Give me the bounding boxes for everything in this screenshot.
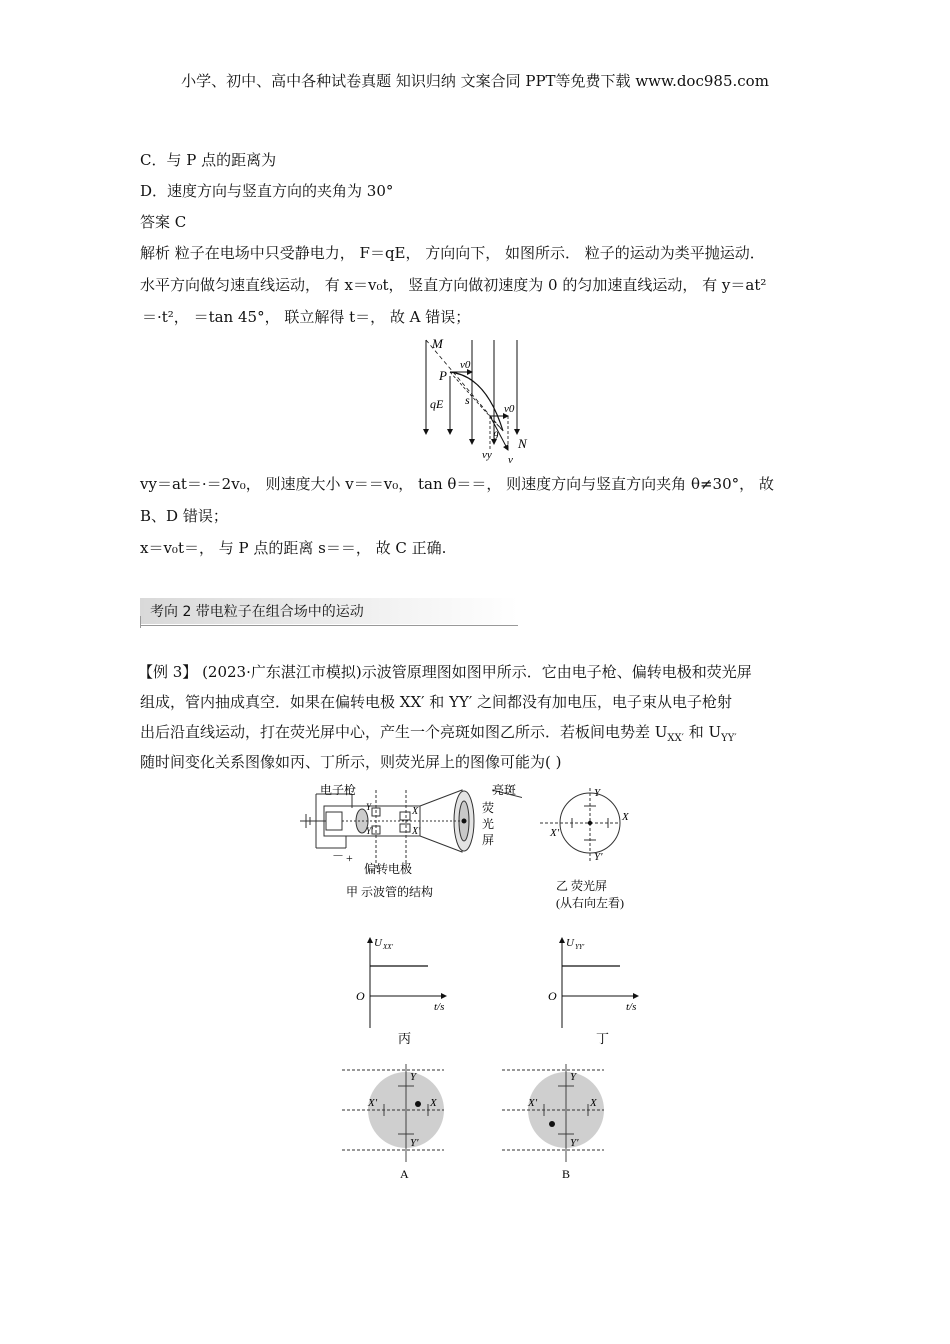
screen-figure: [536, 784, 646, 912]
svg-text:O: O: [548, 989, 557, 1003]
label-vy: vy: [482, 449, 492, 461]
analysis-line-5: B、D 错误；: [140, 507, 228, 525]
svg-text:O: O: [356, 989, 365, 1003]
page-header: 小学、初中、高中各种试卷真题 知识归纳 文案合同 PPT等免费下载 www.doc985.com: [181, 72, 769, 90]
spot-b: [549, 1121, 555, 1127]
projectile-figure: [420, 336, 540, 466]
label-option-b: B: [562, 1167, 571, 1181]
svg-text:X′: X′: [368, 1097, 378, 1109]
svg-text:t/s: t/s: [434, 1001, 445, 1013]
spot-a: [415, 1101, 421, 1107]
label-plates: 偏转电极: [364, 862, 413, 876]
label-option-a: A: [400, 1167, 409, 1181]
example-line-4: 随时间变化关系图像如丙、丁所示，则荧光屏上的图像可能为( ): [140, 753, 562, 771]
svg-text:X: X: [412, 806, 419, 817]
option-b-figure: [500, 1062, 614, 1184]
svg-text:U: U: [566, 937, 574, 949]
label-qE: qE: [430, 397, 444, 411]
label-bright-spot: 亮斑: [492, 784, 517, 797]
option-c: C．与 P 点的距离为: [140, 151, 277, 169]
svg-text:X: X: [590, 1097, 597, 1109]
gun-box: [326, 812, 342, 830]
label-P: P: [439, 368, 447, 383]
caption-yi: 乙 荧光屏: [556, 879, 608, 893]
svg-text:YY′: YY′: [575, 943, 585, 951]
section-title: 考向 2 带电粒子在组合场中的运动: [150, 604, 364, 620]
label-theta: θ: [493, 430, 499, 442]
answer: 答案 C: [140, 213, 187, 231]
svg-text:光: 光: [482, 817, 495, 831]
svg-text:Y′: Y′: [410, 1137, 419, 1149]
svg-text:X′: X′: [550, 827, 560, 839]
svg-text:U: U: [374, 937, 382, 949]
svg-text:X: X: [622, 811, 629, 823]
label-N: N: [518, 436, 527, 451]
option-a-figure: [340, 1062, 454, 1184]
svg-text:XX′: XX′: [383, 943, 394, 951]
graph-bing: [350, 930, 460, 1050]
oscilloscope-structure-figure: [296, 784, 522, 910]
diagonal-dashed: [426, 340, 503, 431]
label-M: M: [432, 336, 443, 351]
label-v0-right: v0: [504, 403, 515, 415]
analysis-line-6: x＝v₀t＝， 与 P 点的距离 s＝＝， 故 C 正确.: [140, 539, 447, 557]
label-s: s: [465, 393, 470, 407]
label-v: v: [508, 454, 513, 466]
label-v0: v0: [460, 359, 471, 371]
section-heading: [140, 598, 518, 628]
svg-text:X′: X′: [528, 1097, 538, 1109]
svg-text:t/s: t/s: [626, 1001, 637, 1013]
caption-yi-2: (从右向左看): [556, 896, 624, 910]
example-line-1: 【例 3】 (2023·广东湛江市模拟)示波管原理图如图甲所示．它由电子枪、偏转电极和荧光屏: [138, 663, 752, 681]
example-line-2: 组成，管内抽成真空．如果在偏转电极 XX′ 和 YY′ 之间都没有加电压，电子束从电子枪射: [140, 693, 733, 711]
analysis-line-3: ＝·t²， ＝tan 45°， 联立解得 t＝， 故 A 错误；: [142, 308, 471, 326]
svg-text:屏: 屏: [482, 833, 495, 847]
caption-bing: 丙: [398, 1031, 412, 1046]
svg-text:荧: 荧: [482, 801, 495, 815]
svg-text:Y: Y: [410, 1071, 417, 1083]
svg-text:Y′: Y′: [570, 1137, 579, 1149]
example-line-3: 出后沿直线运动，打在荧光屏中心，产生一个亮斑如图乙所示．若板间电势差 $U_{XX'}$ 和 $U_{YY'}$: [140, 723, 737, 744]
graph-ding: [542, 930, 652, 1050]
svg-text:Y: Y: [570, 1071, 577, 1083]
svg-text:Y: Y: [594, 787, 601, 799]
analysis-line-1: 解析 粒子在电场中只受静电力， F＝qE， 方向向下， 如图所示． 粒子的运动为类平抛运动．: [140, 244, 765, 262]
analysis-line-4: vy＝at＝·＝2v₀， 则速度大小 v＝＝v₀， tan θ＝＝， 则速度方向与竖直方向夹角 θ≠30°， 故: [140, 475, 774, 493]
caption-ding: 丁: [596, 1031, 610, 1046]
svg-text:+: +: [346, 851, 353, 865]
displacement: [450, 372, 503, 431]
svg-text:X′: X′: [412, 826, 421, 837]
caption-jia: 甲 示波管的结构: [346, 885, 434, 899]
svg-text:Y′: Y′: [366, 826, 373, 836]
svg-text:X: X: [430, 1097, 437, 1109]
label-gun: 电子枪: [320, 784, 357, 797]
analysis-line-2: 水平方向做匀速直线运动， 有 x＝v₀t， 竖直方向做初速度为 0 的匀加速直线运动， 有 y＝at²: [140, 276, 767, 294]
svg-text:Y: Y: [366, 802, 372, 812]
option-d: D．速度方向与竖直方向的夹角为 30°: [140, 182, 394, 200]
svg-text:Y′: Y′: [594, 851, 603, 863]
svg-text:－: －: [332, 849, 345, 863]
